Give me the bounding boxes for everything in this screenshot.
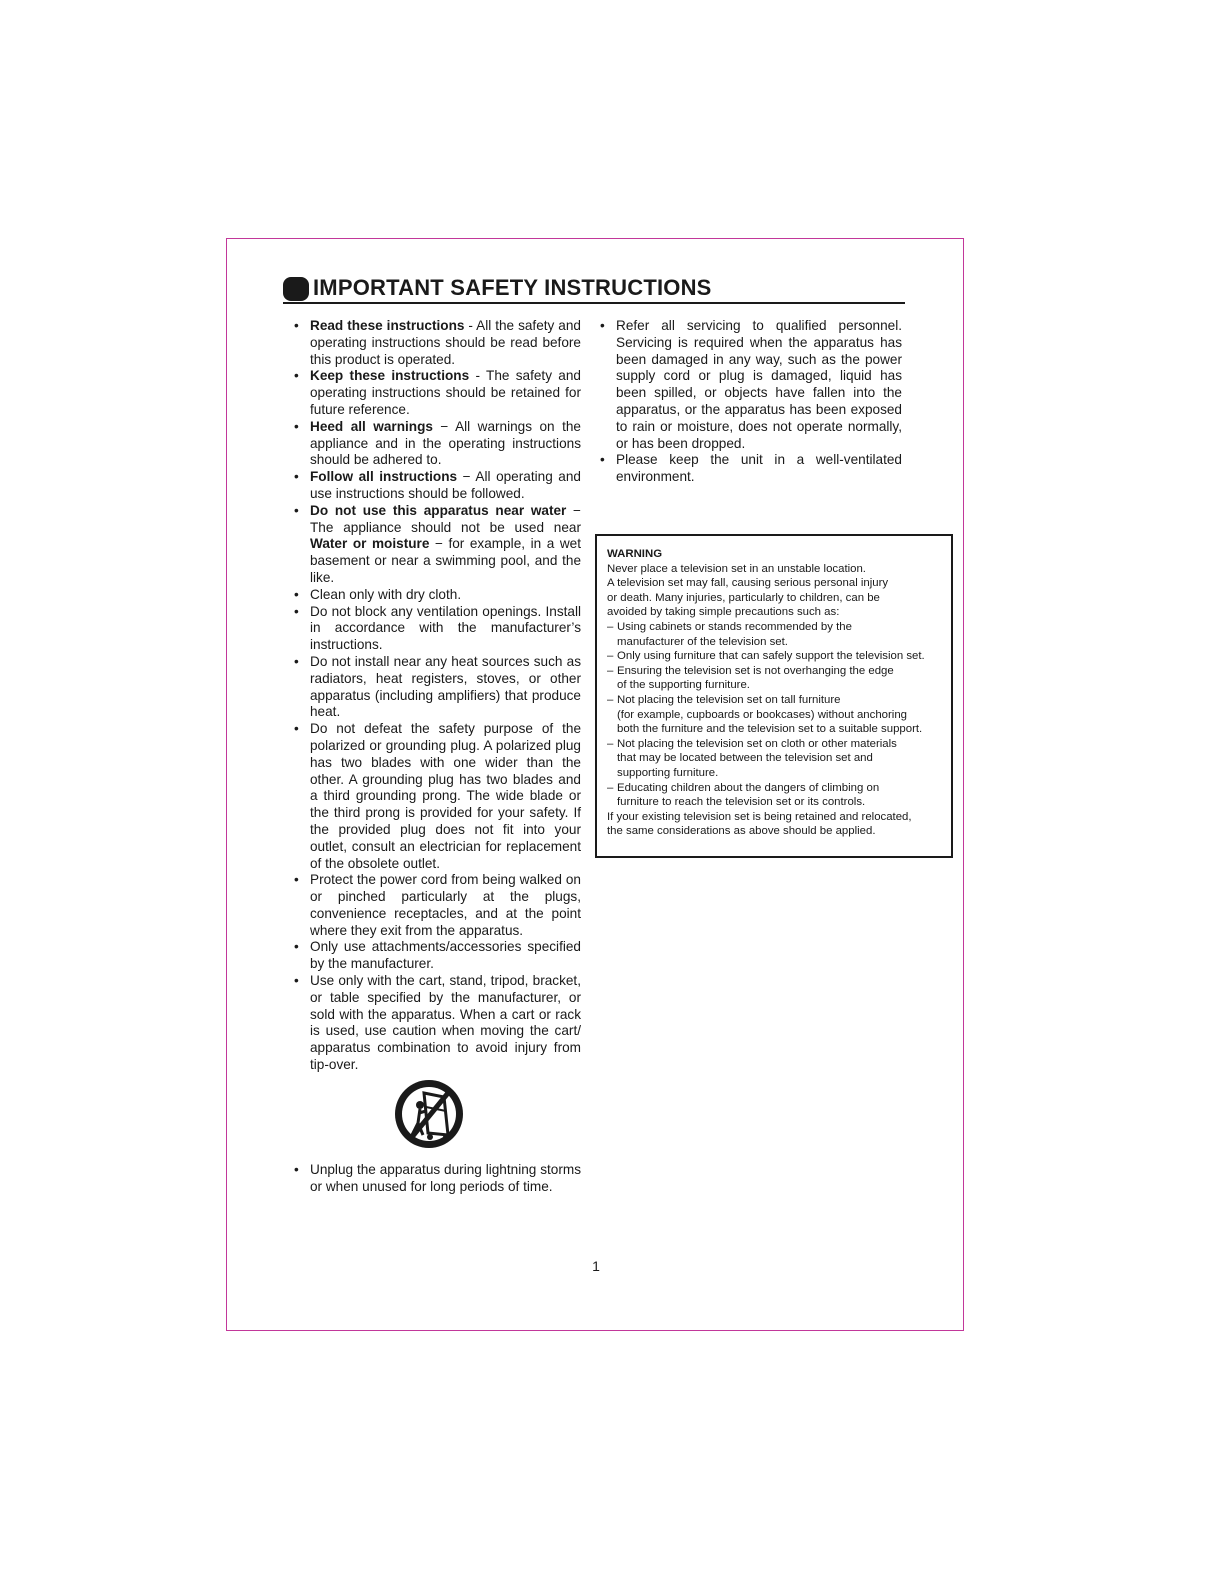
warning-item: – Educating children about the dangers of climbing on furniture to reach the television set or its controls. (607, 781, 941, 810)
warning-item-line: Only using furniture that can safely support the television set. (617, 650, 925, 663)
warning-item-line: (for example, cupboards or bookcases) without anchoring (617, 708, 907, 721)
warning-item-line: Educating children about the dangers of climbing on (617, 781, 880, 794)
list-item (294, 318, 581, 368)
list-item (294, 503, 581, 587)
item-text: − All warnings on the appliance and in the operating instructions should be adhered to. (310, 418, 581, 468)
item-text: Protect the power cord from being walked on or pinched particularly at the plugs, convenience receptacles, and at the point where they exit from the apparatus. (310, 872, 581, 938)
warning-title: WARNING (607, 548, 663, 560)
item-text: Do not defeat the safety purpose of the polarized or grounding plug. A polarized plug has two blades with one wider than the other. A grounding plug has two blades and a third grounding prong. The wide blade or the third prong is provided for your safety. If the provided plug does not fit into your outlet, consult an electrician for replacement of the obsolete outlet. (310, 721, 581, 871)
cart-tipover-warning-icon (390, 1077, 468, 1151)
item-text: Do not install near any heat sources such as radiators, heat registers, stoves, or other apparatus (including amplifiers) that produce heat. (310, 653, 581, 720)
warning-item: – Ensuring the television set is not overhanging the edge of the supporting furniture. (607, 664, 941, 693)
item-text: Please keep the unit in a well-ventilated environment. (616, 452, 902, 485)
list-item (294, 604, 581, 654)
list-item (600, 452, 902, 486)
warning-item: – Using cabinets or stands recommended by the manufacturer of the television set. (607, 620, 941, 649)
item-text: Use only with the cart, stand, tripod, bracket, or table specified by the manufacturer, or sold with the apparatus. When a cart or rack is used, use caution when moving the cart/ apparatus combination to avoid injury from tip-over. (310, 973, 581, 1073)
warning-item-line: Not placing the television set on cloth or other materials (617, 737, 897, 750)
warning-item: – Not placing the television set on cloth or other materials that may be located between the television set and supporting furniture. (607, 737, 941, 781)
item-text: Do not block any ventilation openings. Install in accordance with the manufacturer’s instructions. (310, 603, 581, 653)
list-item (294, 1162, 581, 1196)
section-header (283, 274, 905, 304)
warning-item-line: Not placing the television set on tall furniture (617, 693, 841, 706)
list-item (294, 721, 581, 872)
unplug-instruction (294, 1162, 581, 1196)
warning-item-line: of the supporting furniture. (617, 679, 750, 692)
warning-item-line: supporting furniture. (617, 766, 719, 779)
warning-box (595, 534, 953, 858)
item-text-2: − for example, in a wet basement or near a swimming pool, and the like. (310, 536, 581, 585)
item-lead: Do not use this apparatus near water (310, 502, 567, 518)
item-lead: Keep these instructions (310, 368, 470, 384)
left-instructions-list (294, 318, 581, 1074)
list-item (294, 973, 581, 1074)
item-text: − The appliance should not be used near (310, 502, 581, 535)
warning-item-line: Ensuring the television set is not overhanging the edge (617, 664, 894, 677)
warning-item: – Not placing the television set on tall furniture (for example, cupboards or bookcases) without anchoring both the furniture and the television set to a suitable support. (607, 693, 941, 737)
list-item (294, 872, 581, 939)
list-item (294, 419, 581, 469)
item-lead: Read these instructions (310, 318, 465, 333)
list-item (294, 368, 581, 418)
right-instructions-list (600, 318, 902, 486)
item-text: Refer all servicing to qualified personnel. Servicing is required when the apparatus has been damaged in any way, such as the power supply cord or plug is damaged, liquid has been spilled, or objects have fallen into the apparatus, or the apparatus has been exposed to rain or moisture, does not operate normally, or has been dropped. (616, 318, 902, 451)
warning-intro-line: avoided by taking simple precautions such as: (607, 606, 840, 619)
warning-intro-line: or death. Many injuries, particularly to children, can be (607, 591, 880, 604)
list-item (294, 939, 581, 973)
list-item (294, 587, 581, 604)
page-title: IMPORTANT SAFETY INSTRUCTIONS (313, 275, 712, 300)
item-lead-2: Water or moisture (310, 536, 430, 552)
item-lead: Follow all instructions (310, 469, 458, 485)
item-text: - All the safety and operating instructions should be read before this product is operated. (310, 318, 581, 367)
list-item (294, 469, 581, 503)
item-text: Only use attachments/accessories specified by the manufacturer. (310, 939, 581, 972)
item-lead: Heed all warnings (310, 418, 433, 434)
warning-item-line: manufacturer of the television set. (617, 635, 788, 648)
page-number: 1 (592, 1258, 600, 1274)
list-item (600, 318, 902, 452)
warning-outro-line: the same considerations as above should be applied. (607, 825, 876, 838)
item-text: Clean only with dry cloth. (310, 586, 462, 602)
list-item (294, 654, 581, 721)
warning-item-line: that may be located between the television set and (617, 752, 873, 765)
item-text: Unplug the apparatus during lightning storms or when unused for long periods of time. (310, 1162, 581, 1194)
item-text: - The safety and operating instructions should be retained for future reference. (310, 368, 581, 417)
item-text: − All operating and use instructions should be followed. (310, 469, 581, 501)
warning-intro-line: A television set may fall, causing serious personal injury (607, 577, 889, 590)
warning-item-line: Using cabinets or stands recommended by the (617, 620, 852, 633)
warning-intro-line: Never place a television set in an unstable location. (607, 562, 866, 575)
warning-item: – Only using furniture that can safely support the television set. (607, 649, 941, 664)
title-bullet-icon (283, 277, 309, 301)
warning-outro-line: If your existing television set is being retained and relocated, (607, 810, 912, 823)
warning-item-line: both the furniture and the television set to a suitable support. (617, 723, 923, 736)
warning-item-line: furniture to reach the television set or its controls. (617, 796, 866, 809)
